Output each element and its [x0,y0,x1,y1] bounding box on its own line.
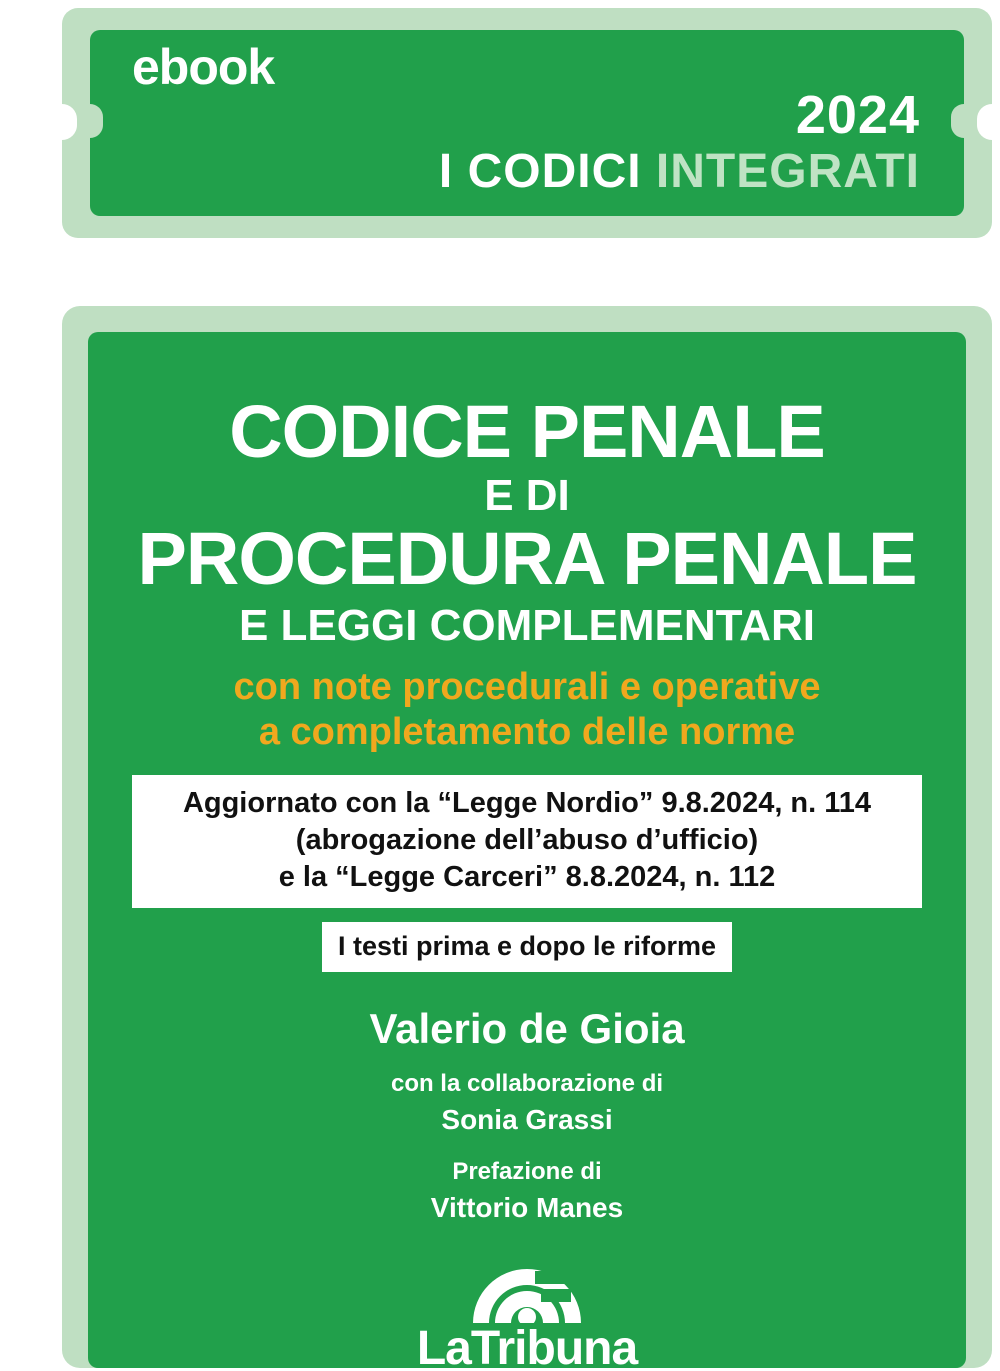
page-title-line-1: CODICE PENALE [229,390,825,473]
preface-label: Prefazione di [452,1158,602,1186]
page-title-line-3: PROCEDURA PENALE [137,516,917,600]
main-panel [62,306,992,1368]
update-notice-line-1: Aggiornato con la “Legge Nordio” 9.8.2024, n. 114 [182,787,872,820]
collaboration-label: con la collaborazione di [390,1069,664,1097]
publisher-name-main: Tribuna [470,1321,638,1368]
series-banner [62,8,992,238]
main-panel-inner [88,332,966,1368]
publisher-name [416,1321,638,1368]
update-notice-line-3: e la “Legge Carceri” 8.8.2024, n. 112 [278,861,776,894]
author-name: Valerio de Gioia [369,1004,685,1052]
ebook-badge: ebook [132,39,275,95]
subtitle [122,665,932,755]
preface-author-name: Vittorio Manes [430,1192,624,1224]
subtitle-line-1: con note procedurali e operative [233,666,821,709]
arc-waves-icon [469,1263,585,1323]
reform-badge: I testi prima e dopo le riforme [322,922,732,971]
publisher-name-prefix: La [416,1321,471,1368]
page-title-line-2: E DI [484,470,570,520]
edition-year: 2024 [795,85,920,145]
series-name-accent: INTEGRATI [655,145,920,198]
subtitle-line-2: a completamento delle norme [258,711,796,754]
update-notice-line-2: (abrogazione dell’abuso d’ufficio) [295,824,759,857]
series-banner-inner [90,30,964,216]
update-notice [132,775,922,908]
page-title-line-4: E LEGGI COMPLEMENTARI [238,601,816,651]
series-name-prefix: I CODICI [438,145,656,198]
collaborator-name: Sonia Grassi [441,1103,613,1135]
series-name [438,145,920,198]
publisher-logo [122,1263,932,1368]
